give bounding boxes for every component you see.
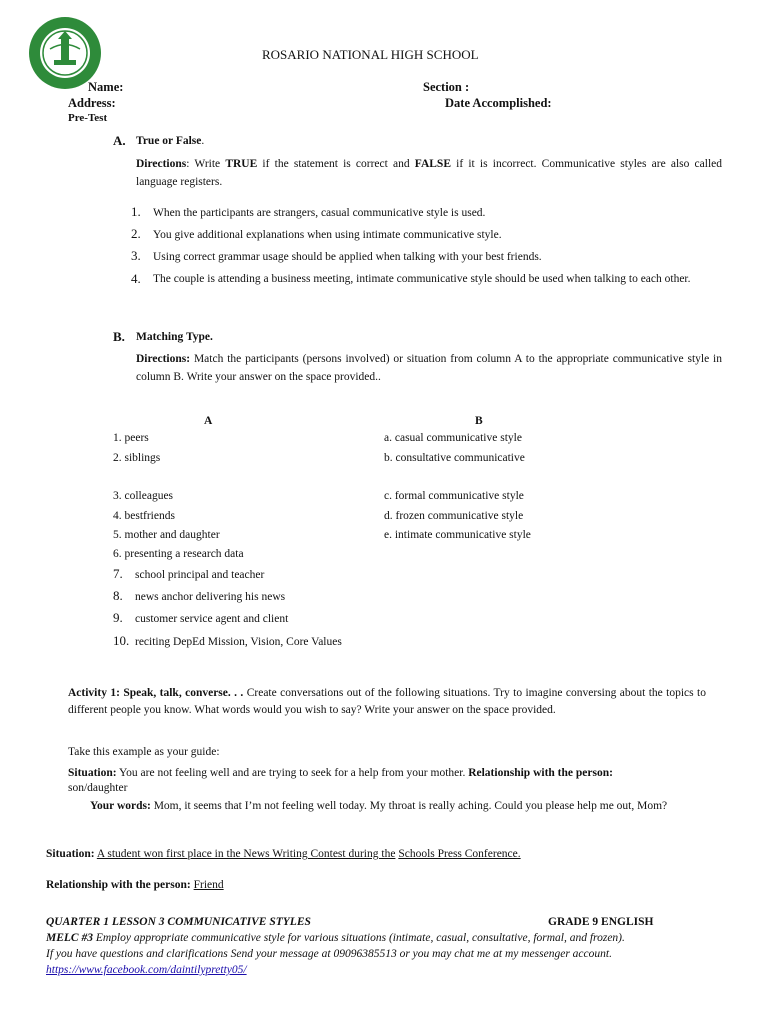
relationship-label: Relationship with the person: (46, 879, 191, 891)
situation-label: Situation: (68, 767, 117, 779)
column-a-item (113, 588, 285, 604)
part-b-letter: B. (113, 329, 125, 344)
item-text: Using correct grammar usage should be applied when talking with your best friends. (153, 251, 542, 263)
words-text: Mom, it seems that I’m not feeling well today. My throat is really aching. Could you please help me out, Mom? (150, 800, 668, 812)
activity-label: Activity 1 (68, 687, 117, 699)
relationship-value: son/daughter (68, 782, 128, 794)
part-b-directions-label: Directions: (136, 353, 191, 365)
item-text: reciting DepEd Mission, Vision, Core Values (135, 636, 342, 648)
item-text: school principal and teacher (135, 569, 265, 581)
address-label: Address: (68, 96, 116, 110)
true-word: TRUE (225, 158, 258, 170)
pretest-label: Pre-Test (68, 112, 108, 124)
true-false-item-1 (131, 204, 485, 220)
part-b-title: Matching Type. (136, 331, 213, 343)
example-words (90, 800, 667, 812)
column-a-item: 1. peers (113, 432, 149, 444)
relationship-label: Relationship with the person: (468, 767, 613, 779)
facebook-link[interactable]: https://www.facebook.com/daintilypretty05/ (46, 964, 247, 976)
item-text: The couple is attending a business meeting, intimate communicative style should be used when talking to each other. (153, 273, 691, 285)
column-b-header: B (475, 415, 483, 427)
item-number: 9. (113, 610, 123, 625)
footer-quarter: QUARTER 1 LESSON 3 COMMUNICATIVE STYLES (46, 916, 311, 928)
part-a-title-suffix: . (201, 135, 205, 147)
item-text: customer service agent and client (135, 613, 289, 625)
name-label: Name: (88, 80, 124, 94)
column-a-item: 3. colleagues (113, 490, 174, 502)
school-seal-logo (20, 16, 110, 90)
situation-text: You are not feeling well and are trying to seek for a help from your mother. (116, 767, 469, 779)
section-label: Section : (423, 80, 470, 94)
part-a-directions-label: Directions (136, 158, 187, 170)
item-number: 10. (113, 633, 130, 648)
footer-melc (46, 932, 726, 944)
directions-text: Match the participants (persons involved) or situation from column A to the appropriate communicative style in column B. Write your answer on the space provided.. (136, 353, 722, 383)
footer-contact: If you have questions and clarifications Send your message at 09096385513 or you may chat me at my messenger account. (46, 948, 612, 960)
column-b-item: e. intimate communicative style (384, 529, 531, 541)
true-false-item-4 (131, 271, 723, 287)
column-b-item: a. casual communicative style (384, 432, 522, 444)
part-a-letter: A. (113, 133, 126, 148)
footer-grade: GRADE 9 ENGLISH (548, 916, 654, 928)
melc-label: MELC #3 (46, 932, 93, 944)
false-word: FALSE (414, 158, 451, 170)
part-b-directions (136, 350, 722, 386)
example-intro: Take this example as your guide: (68, 746, 220, 758)
column-a-header: A (204, 415, 213, 427)
activity-text: Create conversations out of the following situations. Try to imagine conversing about the topics to different people you know. What words would you wish to say? Write your answer on the space provided. (68, 687, 706, 716)
school-name: ROSARIO NATIONAL HIGH SCHOOL (262, 47, 479, 62)
part-a-heading (136, 135, 204, 147)
item-number: 8. (113, 588, 123, 603)
directions-text: : Write (186, 158, 226, 170)
relationship-value: Friend (193, 879, 224, 891)
column-a-item: 4. bestfriends (113, 510, 175, 522)
item-number: 3. (131, 248, 141, 263)
item-number: 4. (131, 271, 141, 286)
column-b-item: b. consultative communicative (384, 452, 525, 464)
column-a-item (113, 610, 288, 626)
situation-label: Situation: (46, 848, 95, 860)
melc-text: Employ appropriate communicative style for various situations (intimate, casual, consultative, formal, and frozen). (92, 932, 625, 944)
situation-text: Schools Press Conference. (398, 848, 521, 860)
directions-text: if it is incorrect. Communicative styles are also called language registers. (136, 158, 722, 188)
item-number: 7. (113, 566, 123, 581)
column-b-item: c. formal communicative style (384, 490, 524, 502)
item-number: 2. (131, 226, 141, 241)
item-text: When the participants are strangers, casual communicative style is used. (153, 207, 486, 219)
activity-instructions (68, 685, 706, 719)
column-a-item: 5. mother and daughter (113, 529, 220, 541)
column-b-item: d. frozen communicative style (384, 510, 524, 522)
words-label: Your words: (90, 800, 151, 812)
situation-text: A student won first place in the News Writing Contest during the (96, 848, 396, 860)
true-false-item-2 (131, 226, 502, 242)
column-a-item (113, 566, 264, 582)
item-text: You give additional explanations when using intimate communicative style. (153, 229, 502, 241)
activity-title: : Speak, talk, converse. . . (116, 687, 244, 699)
column-a-item: 6. presenting a research data (113, 548, 244, 560)
directions-text: if the statement is correct and (257, 158, 415, 170)
column-a-item: 2. siblings (113, 452, 161, 464)
task-situation (46, 848, 521, 860)
part-a-title: True or False (136, 135, 202, 147)
date-accomplished-label: Date Accomplished: (445, 96, 552, 110)
task-relationship (46, 879, 224, 891)
true-false-item-3 (131, 248, 542, 264)
item-text: news anchor delivering his news (135, 591, 286, 603)
part-a-directions (136, 155, 722, 191)
column-a-item (113, 633, 342, 649)
item-number: 1. (131, 204, 141, 219)
example-situation (68, 766, 728, 796)
